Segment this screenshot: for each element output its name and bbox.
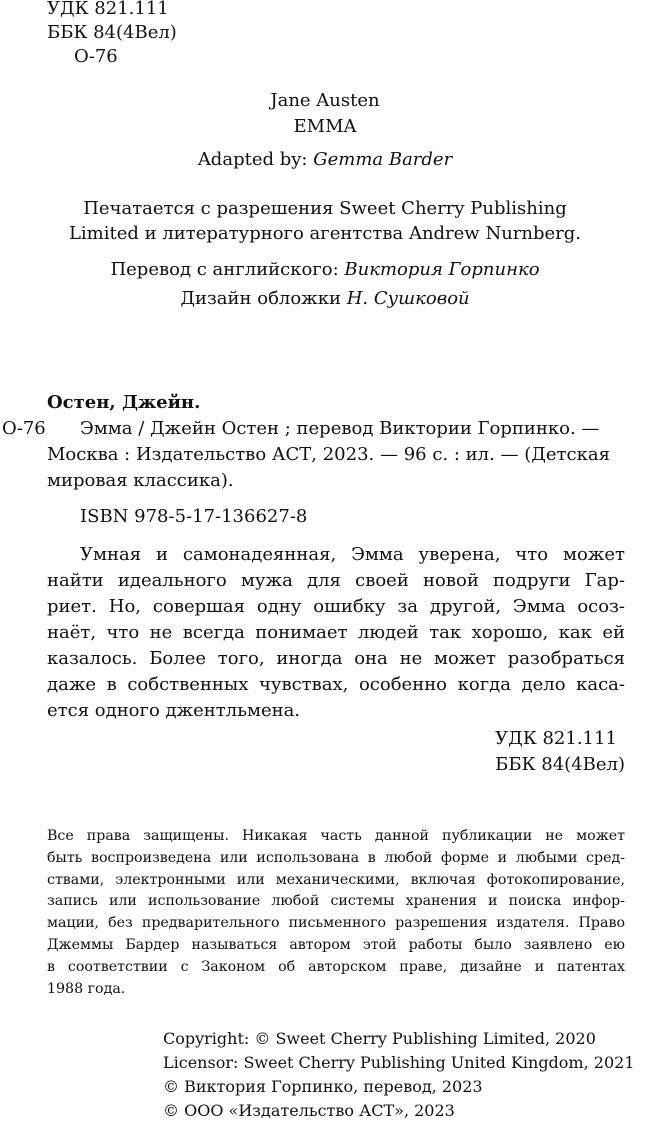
annotation-line: ется одного джентльмена. bbox=[47, 700, 301, 721]
catalog-line-1: Эмма / Джейн Остен ; перевод Виктории Горпинко. — bbox=[80, 418, 600, 439]
rights-line: в соответствии с Законом об авторском праве, дизайне и патентах bbox=[47, 958, 625, 975]
permission-line-1: Печатается с разрешения Sweet Cherry Publishing bbox=[83, 198, 567, 219]
annotation-line: Умная и самонадеянная, Эмма уверена, что может bbox=[80, 544, 625, 565]
cover-label: Дизайн обложки bbox=[180, 288, 341, 309]
copyright-line: Licensor: Sweet Cherry Publishing United Kingdom, 2021 bbox=[163, 1053, 635, 1072]
rights-line: ствами, электронными или механическими, включая фотокопирование, bbox=[47, 871, 625, 888]
copyright-block bbox=[163, 1027, 635, 1123]
rights-line: 1988 года. bbox=[47, 980, 126, 997]
translator-name: Виктория Горпинко bbox=[344, 259, 540, 280]
translation-line bbox=[40, 257, 610, 283]
footer-classification-codes bbox=[495, 726, 625, 778]
cover-designer: Н. Сушковой bbox=[346, 288, 470, 309]
annotation-line: риет. Но, совершая одну ошибку за другой, Эмма осоз- bbox=[47, 596, 625, 617]
translation-label: Перевод с английского: bbox=[110, 259, 339, 280]
annotation bbox=[47, 542, 625, 724]
bbk-code: ББК 84(4Вел) bbox=[47, 22, 177, 43]
adapter-name: Gemma Barder bbox=[313, 149, 453, 170]
annotation-line: наёт, что не всегда понимает людей так хорошо, как ей bbox=[47, 622, 625, 643]
catalog-line-3: мировая классика). bbox=[47, 470, 234, 491]
copyright-line: Copyright: © Sweet Cherry Publishing Limited, 2020 bbox=[163, 1029, 596, 1048]
footer-udk-code: УДК 821.111 bbox=[495, 728, 617, 749]
annotation-line: казалось. Более того, иногда она не может разобраться bbox=[47, 648, 625, 669]
annotation-line: найти идеального мужа для своей новой подруги Гар- bbox=[47, 570, 625, 591]
isbn: ISBN 978-5-17-136627-8 bbox=[80, 506, 308, 527]
classification-codes bbox=[47, 0, 177, 69]
adaptation-line bbox=[40, 147, 610, 173]
rights-notice bbox=[47, 826, 625, 1000]
footer-bbk-code: ББК 84(4Вел) bbox=[495, 754, 625, 775]
book-title: EMMA bbox=[293, 116, 357, 137]
cover-design-line bbox=[40, 286, 610, 312]
book-author: Jane Austen bbox=[270, 90, 380, 111]
catalog-heading: Остен, Джейн. bbox=[47, 392, 201, 413]
author-mark: О-76 bbox=[74, 46, 118, 67]
copyright-line: © Виктория Горпинко, перевод, 2023 bbox=[163, 1077, 483, 1096]
annotation-line: даже в собственных чувствах, особенно когда дело каса- bbox=[47, 674, 625, 695]
rights-line: Джеммы Бардер называться автором этой работы было заявлено ею bbox=[47, 936, 625, 953]
udk-code: УДК 821.111 bbox=[47, 0, 169, 19]
permission-line-2: Limited и литературного агентства Andrew Nurnberg. bbox=[68, 223, 582, 244]
adapted-label: Adapted by: bbox=[197, 149, 308, 170]
copyright-line: © ООО «Издательство АСТ», 2023 bbox=[163, 1101, 455, 1120]
rights-line: запись или использование любой системы хранения и поиска инфор- bbox=[47, 893, 625, 910]
catalog-mark: О-76 bbox=[2, 418, 46, 439]
rights-line: Все права защищены. Никакая часть данной публикации не может bbox=[47, 828, 625, 844]
rights-line: мации, без предварительного письменного разрешения издателя. Право bbox=[47, 915, 625, 932]
catalog-line-2: Москва : Издательство АСТ, 2023. — 96 с. : ил. — (Детская bbox=[47, 444, 610, 465]
rights-line: быть воспроизведена или использована в любой форме и любыми сред- bbox=[47, 849, 625, 866]
